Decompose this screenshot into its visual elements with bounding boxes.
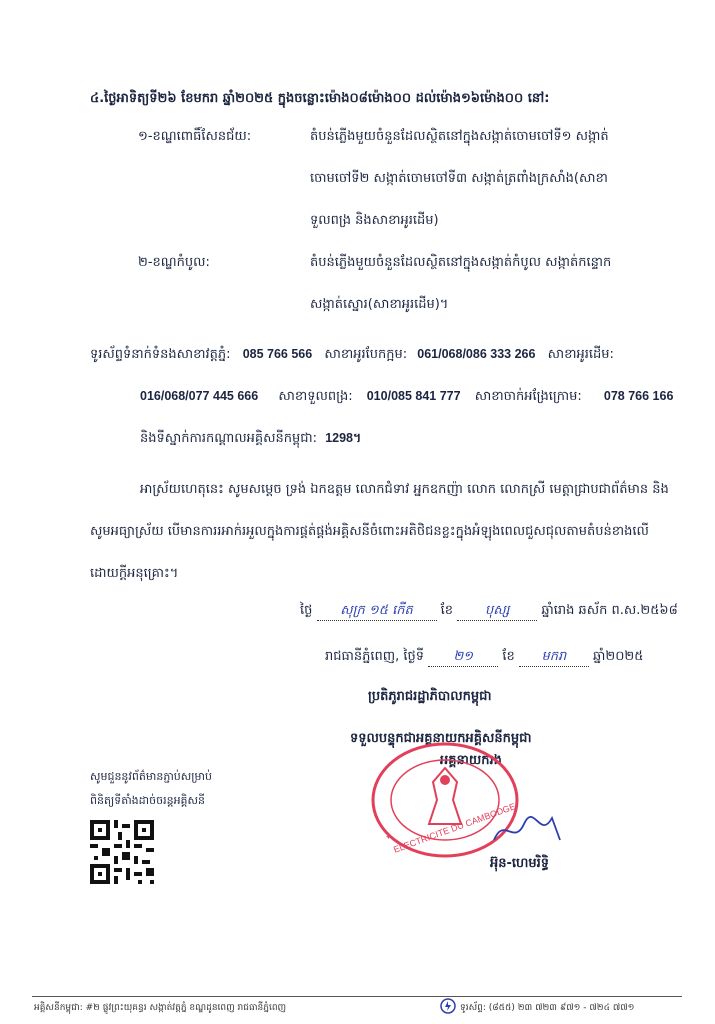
center-phone: 1298។ (325, 431, 362, 445)
qr-code-icon[interactable] (90, 820, 154, 884)
label-tuolpong: សាខាទួលពង្រ: (278, 389, 353, 404)
area-1-line-2: ចោមចៅទី២ សង្កាត់ចោមចៅទី៣ សង្កាត់ត្រពាំងក្រសាំង(សាខា (310, 171, 608, 186)
contacts-line-1 (90, 345, 614, 364)
phone-oudom: 016/068/077 445 666 (140, 389, 259, 403)
section-heading: ៤.ថ្ងៃអាទិត្យទី២៦ ខែមករា ឆ្នាំ២០២៥ ក្នុងចន្លោះម៉ោង០៨ម៉ោង០០ ដល់ម៉ោង១៦ម៉ោង០០ នៅ: (90, 91, 550, 106)
signature-title: ទទួលបន្ទុកជាអគ្គនាយកអគ្គិសនីកម្ពុជា (350, 731, 532, 746)
handwritten-signature-icon (490, 810, 570, 850)
signature-subtitle: អគ្គនាយករង (440, 753, 502, 768)
area-1-line-3: ទួលពង្រ និងសាខាអូរដើម) (310, 213, 439, 228)
lunar-date-line (300, 602, 678, 621)
svg-text:★: ★ (384, 832, 394, 842)
paragraph-line-3: ដោយក្តីអនុគ្រោះ។ (90, 566, 179, 581)
footer-address: អគ្គិសនីកម្ពុជា: #២ ផ្លូវព្រះយុគន្ធរ សង្កាត់វត្តភ្នំ ខណ្ឌដូនពេញ រាជធានីភ្នំពេញ (34, 1003, 287, 1013)
paragraph-line-2: សូមអធ្យាស្រ័យ បើមានការរអាក់រអួលក្នុងការផ្គត់ផ្គង់អគ្គិសនីចំពោះអតិថិជនខ្លះក្នុងអំឡុងពេលជួសជុលតាមតំបន់ខាងលើ (90, 524, 649, 539)
qr-caption-2: ពិនិត្យទីតាំងដាច់ចរន្តអគ្គិសនី (90, 794, 205, 807)
paragraph-line-1: អាស្រ័យហេតុនេះ សូមសម្តេច ទ្រង់ ឯកឧត្តម លោកជំទាវ អ្នកឧកញ៉ា លោក លោកស្រី មេត្តាជ្រាបជាព័ត៌មាន និង (140, 482, 669, 497)
month-prefix: ខែ (502, 649, 515, 664)
footer-divider (32, 996, 682, 997)
lunar-day: សុក្រ ១៥ កើត (317, 602, 437, 621)
day-value: ២១ (428, 648, 498, 667)
lunar-prefix: ថ្ងៃ (300, 603, 313, 618)
contact-prefix: ទូរស័ព្ទទំនាក់ទំនងសាខាវត្តភ្នំ: (90, 347, 231, 362)
area-1-line-1: តំបន់ភ្លើងមួយចំនួនដែលស្ថិតនៅក្នុងសង្កាត់ចោមចៅទី១ សង្កាត់ (310, 129, 609, 144)
area-1-label: ១-ខណ្ឌពោធិ៍សែនជ័យ: (138, 129, 252, 144)
center-prefix: និងទីស្នាក់ការកណ្តាលអគ្គិសនីកម្ពុជា: (140, 431, 318, 446)
phone-tuolpong: 010/085 841 777 (366, 389, 461, 403)
contacts-line-3 (140, 429, 361, 448)
signatory-name: អ៊ុន-ហេមរិទ្ធិ (490, 856, 550, 871)
label-chbar: សាខាចាក់អង្រែក្រោម: (474, 389, 582, 404)
footer-phone: ទូរស័ព្ទ: (៨៥៥) ២៣ ៧២៣ ៩៧១ - ៧២៤ ៧៧១ (460, 1003, 635, 1013)
lunar-month: បុស្ស (457, 602, 537, 621)
lunar-suffix: ឆ្នាំរោង ឆស័ក ព.ស.២៥៦៨ (541, 603, 678, 618)
year-value: ឆ្នាំ២០២៥ (593, 649, 644, 664)
solar-date-line (325, 648, 643, 667)
place-prefix: រាជធានីភ្នំពេញ, ថ្ងៃទី (325, 649, 425, 664)
label-oudom: សាខាអូរដើម: (547, 347, 614, 362)
phone-chbar: 078 766 166 (603, 389, 674, 403)
company-logo-icon (440, 998, 456, 1014)
lunar-month-prefix: ខែ (440, 603, 454, 618)
area-2-line-1: តំបន់ភ្លើងមួយចំនួនដែលស្ថិតនៅក្នុងសង្កាត់កំបូល សង្កាត់កន្ទោក (310, 255, 612, 270)
phone-wattphnom: 085 766 566 (242, 347, 313, 361)
area-2-line-2: សង្កាត់ស្នោរ(សាខាអូរដើម)។ (310, 297, 449, 312)
label-oreussey: សាខាអូរបែកក្អម: (324, 347, 408, 362)
qr-caption-1: សូមជួននូវព័ត៌មានភ្ជាប់សម្រាប់ (90, 770, 212, 783)
contacts-line-2 (140, 387, 673, 406)
area-2-label: ២-ខណ្ឌកំបូល: (138, 255, 210, 270)
stamp-text: ELECTRICITE DU CAMBODGE (392, 801, 517, 855)
month-value: មករា (519, 648, 589, 667)
on-behalf-line: ប្រតិភូរាជរដ្ឋាភិបាលកម្ពុជា (368, 689, 492, 704)
phone-oreussey: 061/068/086 333 266 (417, 347, 536, 361)
